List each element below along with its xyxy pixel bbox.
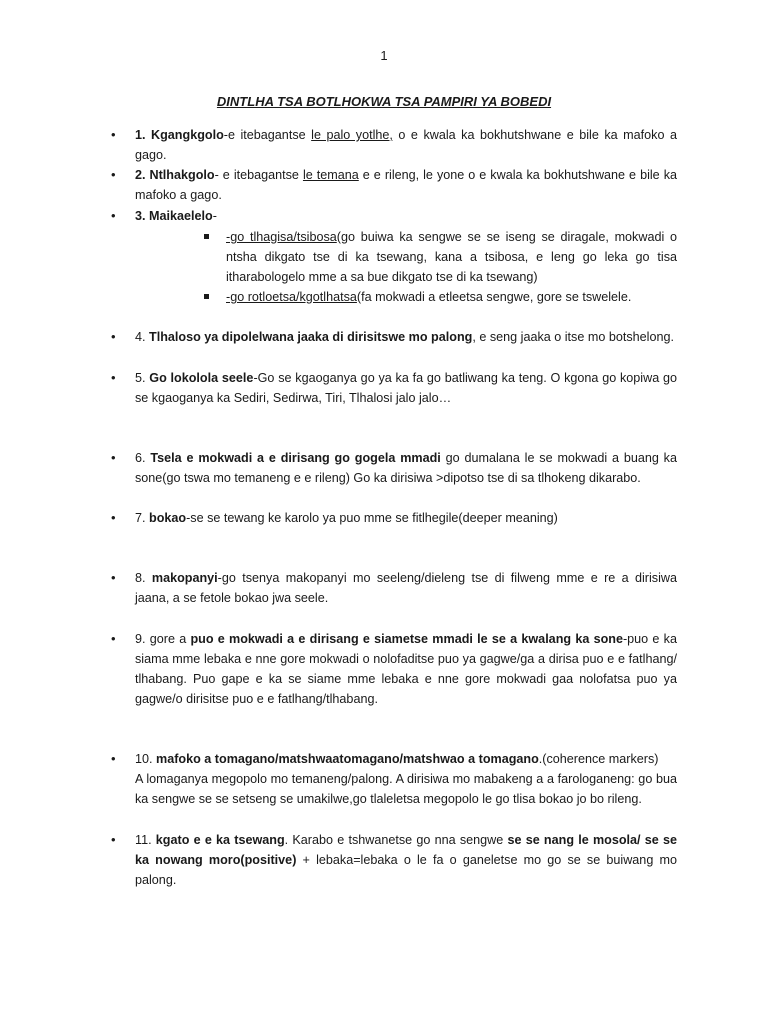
sub-item-underlined: -go rotloetsa/kgotlhatsa [226, 290, 357, 304]
item-text: e e rileng, le yone o e kwala ka bokhutshwane e bile ka mafoko a gago. [135, 168, 677, 202]
item-underlined: le temana [302, 168, 359, 182]
item-number: 6. [135, 451, 151, 465]
list-item-2 [135, 165, 677, 205]
item-text: -e itebagantse [223, 128, 312, 142]
item-number: 5. [135, 371, 150, 385]
list-item-9 [135, 629, 677, 709]
item-term: 1. Kgangkgolo [135, 128, 224, 142]
item-text: A lomaganya megopolo mo temaneng/palong. A dirisiwa mo mabakeng a a farologaneng: go bua ka sengwe se se setseng se umakilwe,go tlaleletsa megopolo le go tlisa bokao jo bo rileng. [135, 772, 677, 806]
item-text: go dumalana le se mokwadi a buang ka sone(go tswa mo temaneng e e rileng) Go ka dirisiwa >dipotso tse di sa tlhokeng dikarabo. [135, 451, 677, 485]
item-number: 7. [135, 511, 150, 525]
item-number: 4. [135, 330, 150, 344]
item-text: -puo e ka siama mme lebaka e nne gore mokwadi o nolofaditse puo ya gagwe/ga a dirisa puo e e fatlhang/ tlhabang. Puo gape e ka se siame mme lebaka e nne gore mokwadi gaa nolofatsa puo ya gagwe/o dirisitse puo e e fatlhang/tlhabang. [135, 632, 677, 706]
item-term: kgato e e ka tsewang [155, 833, 285, 847]
item-number: 10. [135, 752, 157, 766]
item-term: mafoko a tomagano/matshwaatomagano/matshwao a tomagano [156, 752, 539, 766]
item-underlined: le palo yotlhe, [311, 128, 393, 142]
item-text: -Go se kgaoganya go ya ka fa go batliwang ka teng. O kgona go kopiwa go se kgaoganya ka Sediri, Sedirwa, Tiri, Tlhalosi jalo jalo… [135, 371, 677, 405]
item-term: makopanyi [151, 571, 218, 585]
item-text: 9. gore a [135, 632, 191, 646]
list-item-11 [135, 830, 677, 890]
item-term: Tlhaloso ya dipolelwana jaaka di dirisitswe mo palong [149, 330, 473, 344]
list-item-3 [135, 206, 677, 226]
item-text: o e kwala ka bokhutshwane e bile ka mafoko a gago. [135, 128, 677, 162]
list-item-7 [135, 508, 677, 528]
item-text: , e seng jaaka o itse mo botshelong. [472, 330, 674, 344]
list-item-5 [135, 368, 677, 408]
item-term: 3. Maikaelelo [135, 209, 213, 223]
item-term: Tsela e mokwadi a e dirisang go gogela mmadi [150, 451, 441, 465]
item-text: . Karabo e tshwanetse go nna sengwe [284, 833, 508, 847]
square-bullet-icon [204, 234, 209, 239]
item-term: Go lokolola seele [149, 371, 254, 385]
sub-item-2 [226, 287, 677, 307]
item-text: - [212, 209, 217, 223]
list-item-6 [135, 448, 677, 488]
item-number: 11. [135, 833, 156, 847]
page-title: DINTLHA TSA BOTLHOKWA TSA PAMPIRI YA BOBEDI [216, 94, 552, 109]
item-text: -go tsenya makopanyi mo seeleng/dieleng tse di filweng mme e re a dirisiwa jaana, a se fetole bokao jwa seele. [135, 571, 677, 605]
sub-item-text: (go buiwa ka sengwe se se iseng se diragale, mokwadi o ntsha dikgato tse di ka tsewang, kana a tsibosa, e leng go leka go tisa itharabologelo mme a sa bue dikgato tse di ka tsewang) [226, 230, 678, 284]
list-item-1 [135, 125, 677, 165]
item-text: -se se tewang ke karolo ya puo mme se fitlhegile(deeper meaning) [186, 511, 558, 525]
list-item-10 [135, 749, 677, 809]
item-number: 8. [135, 571, 152, 585]
sub-item-text: (fa mokwadi a etleetsa sengwe, gore se tswelele. [356, 290, 632, 304]
item-term: bokao [149, 511, 187, 525]
item-emphasis: se se nang le mosola/ se se ka nowang moro(positive) [135, 833, 677, 867]
list-item-8 [135, 568, 677, 608]
list-item-4 [135, 327, 677, 347]
item-text: .(coherence markers) [538, 752, 659, 766]
sub-item-underlined: -go tlhagisa/tsibosa [226, 230, 337, 244]
square-bullet-icon [204, 294, 209, 299]
item-text: + lebaka=lebaka o le fa o ganeletse mo go se se buiwang mo palong. [135, 853, 677, 887]
item-text: - e itebagantse [214, 168, 303, 182]
item-term: 2. Ntlhakgolo [135, 168, 215, 182]
item-term: puo e mokwadi a e dirisang e siametse mmadi le se a kwalang ka sone [190, 632, 623, 646]
sub-item-1 [226, 227, 677, 287]
page-number: 1 [380, 48, 388, 63]
